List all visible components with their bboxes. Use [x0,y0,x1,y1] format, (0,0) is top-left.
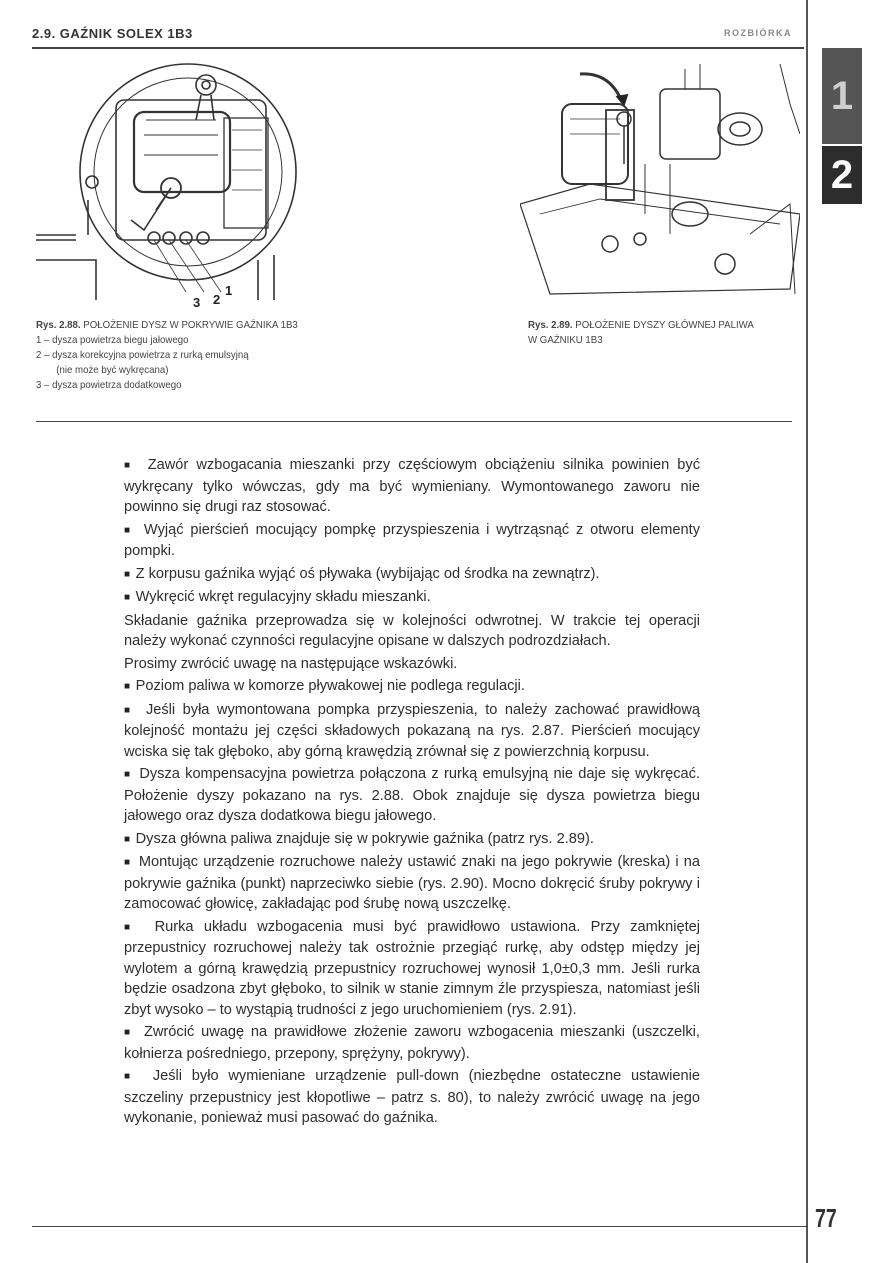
caption-title: POŁOŻENIE DYSZY GŁÓWNEJ PALIWA [575,319,754,331]
paragraph: ■ Jeśli była wymontowana pompka przyspieszenia, to należy zachować prawidłową kolejność montażu jej części składowych pokazaną na rys. 2.87. Pierścień mocujący wciska się tak głęboko, aby górną krawędzią zrównał się z powierzchnią korpusu. [124,700,700,763]
figure-2-88-illustration [36,60,306,310]
paragraph: ■ Montując urządzenie rozruchowe należy ustawić znaki na jego pokrywie (kreska) i na pokrywie gaźnika (punkt) naprzeciwko siebie (rys. 2.90). Mocno dokręcić śruby pokrywy i zamocować głowicę, zakładając pod śrubę nową uszczelkę. [124,852,700,915]
paragraph: Składanie gaźnika przeprowadza się w kolejności odwrotnej. W trakcie tej operacji należy wykonać czynności regulacyjne opisane w dalszych podrozdziałach. [124,612,700,649]
chapter-label: ROZBIÓRKA [724,28,792,38]
paragraph: ■ Dysza główna paliwa znajduje się w pokrywie gaźnika (patrz rys. 2.89). [124,829,700,851]
figure-2-88-caption [36,318,340,393]
paragraph: ■ Zwrócić uwagę na prawidłowe złożenie zaworu wzbogacenia mieszanki (uszczelki, kołnierza pośredniego, przepony, sprężyny, pokrywy). [124,1022,700,1064]
callout-3: 3 [193,295,201,310]
figure-2-89-illustration [520,64,800,304]
instruction-text [124,455,700,1131]
figure-2-89-caption [528,318,804,348]
paragraph: ■ Poziom paliwa w komorze pływakowej nie podlega regulacji. [124,676,700,698]
paragraph: ■ Dysza kompensacyjna powietrza połączona z rurką emulsyjną nie daje się wykręcać. Położenie dyszy pokazano na rys. 2.88. Obok znajduje się dysza powietrza biegu jałowego oraz dysza dodatkowa biegu jałowego. [124,764,700,827]
caption-title: POŁOŻENIE DYSZ W POKRYWIE GAŹNIKA 1B3 [83,319,298,331]
chapter-tab-1: 1 [822,48,862,144]
caption-number: Rys. 2.88. [36,319,81,331]
legend-item: 3 – dysza powietrza dodatkowego [36,379,182,391]
footer-rule [32,1226,808,1227]
page-number: 77 [815,1203,837,1233]
legend-item: 2 – dysza korekcyjna powietrza z rurką emulsyjną [36,349,249,361]
paragraph: ■ Z korpusu gaźnika wyjąć oś pływaka (wybijając od środka na zewnątrz). [124,564,700,586]
paragraph: ■ Jeśli było wymieniane urządzenie pull-down (niezbędne ostateczne ustawienie szczeliny przepustnicy jest kłopotliwe – patrz s. 80), to należy zwrócić uwagę na jego wykonanie, ponieważ musi pasować do gaźnika. [124,1066,700,1129]
paragraph: Prosimy zwrócić uwagę na następujące wskazówki. [124,655,458,672]
header-rule [32,47,804,49]
callout-1: 1 [225,283,233,298]
legend-item: 1 – dysza powietrza biegu jałowego [36,334,189,346]
page-header [32,26,792,44]
legend-item: (nie może być wykręcana) [56,364,169,376]
page-edge-line [806,0,808,1263]
callout-2: 2 [213,292,221,307]
caption-title-line2: W GAŹNIKU 1B3 [528,334,603,346]
figures-bottom-rule [36,421,792,422]
caption-number: Rys. 2.89. [528,319,573,331]
paragraph: ■ Rurka układu wzbogacenia musi być prawidłowo ustawiona. Przy zamkniętej przepustnicy rozruchowej należy tak ostrożnie przegiąć rurkę, aby odstęp między jej wylotem a górną krawędzią przepustnicy rozruchowej wynosił 1,0±0,3 mm. Jeśli rurka będzie osadzona zbyt głęboko, to silnik w stanie zimnym źle przyspiesza, natomiast jeśli zbyt wysoko – to wystąpią trudności z jego uruchomieniem (rys. 2.91). [124,917,700,1021]
paragraph: ■ Zawór wzbogacania mieszanki przy częściowym obciążeniu silnika powinien być wykręcany tylko wówczas, gdy ma być wymieniany. Wymontowanego zaworu nie powinno się drugi raz stosować. [124,455,700,518]
paragraph: ■ Wyjąć pierścień mocujący pompkę przyspieszenia i wytrząsnąć z otworu elementy pompki. [124,520,700,562]
section-title: 2.9. GAŹNIK SOLEX 1B3 [32,26,193,41]
chapter-tab-2: 2 [822,146,862,204]
paragraph: ■ Wykręcić wkręt regulacyjny składu mieszanki. [124,587,700,609]
